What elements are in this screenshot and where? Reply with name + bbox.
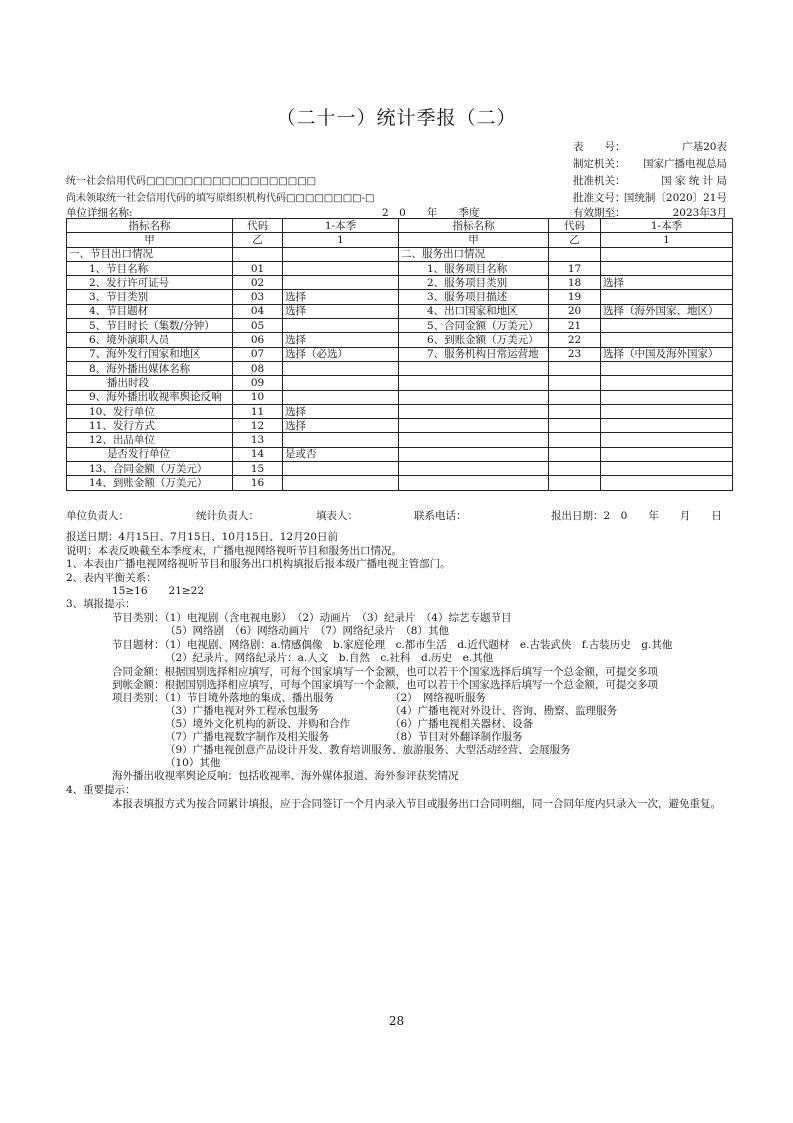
meta-label-agency: 制定机关： <box>573 158 626 170</box>
value-cell[interactable] <box>283 390 399 404</box>
indicator-cell <box>399 447 549 461</box>
meta-label-doc-no: 批准文号： <box>573 192 626 204</box>
table-row <box>67 419 733 433</box>
meta-value-agency: 国家广播电视总局 <box>643 158 727 170</box>
indicator-cell: 9、海外播出收视率舆论反响 <box>67 390 233 404</box>
credit-code-field[interactable]: 统一社会信用代码□□□□□□□□□□□□□□□□□□ <box>66 176 317 187</box>
note-project-type-8: （8）节目对外翻译制作服务 <box>390 731 523 743</box>
indicator-cell: 12、出品单位 <box>67 433 233 447</box>
code-cell: 07 <box>233 347 283 361</box>
indicator-cell: 1、节目名称 <box>67 261 233 275</box>
value-cell[interactable]: 选择（必选） <box>283 347 399 361</box>
table-row <box>67 333 733 347</box>
value-cell[interactable] <box>601 333 733 347</box>
code-cell <box>549 361 601 375</box>
value-cell[interactable] <box>601 433 733 447</box>
code-cell: 23 <box>549 347 601 361</box>
indicator-cell: 7、服务机构日常运营地 <box>399 347 549 361</box>
table-row <box>67 290 733 304</box>
code-cell: 11 <box>233 404 283 418</box>
indicator-cell: 4、节目题材 <box>67 304 233 318</box>
code-cell: 10 <box>233 390 283 404</box>
value-cell[interactable] <box>601 247 733 261</box>
code-cell: 04 <box>233 304 283 318</box>
value-cell[interactable] <box>601 447 733 461</box>
note-1: 1、本表由广播电视网络视听节目和服务出口机构填报后报本级广播电视主管部门。 <box>66 558 451 570</box>
unit-head-label: 单位负责人： <box>66 510 129 522</box>
code-cell: 02 <box>233 276 283 290</box>
value-cell[interactable]: 选择（中国及海外国家） <box>601 347 733 361</box>
table-subheader-cell: 甲 <box>67 233 233 247</box>
table-subheader-cell: 1 <box>283 233 399 247</box>
code-cell: 14 <box>233 447 283 461</box>
value-cell[interactable] <box>601 476 733 490</box>
meta-value-form-no: 广基20表 <box>682 141 727 153</box>
period-label: 2 0 年 季度 <box>382 207 480 219</box>
indicator-cell: 是否发行单位 <box>67 447 233 461</box>
value-cell[interactable] <box>283 247 399 261</box>
code-cell <box>233 247 283 261</box>
table-row <box>67 319 733 333</box>
code-cell <box>549 447 601 461</box>
code-cell: 21 <box>549 319 601 333</box>
note-important: 本报表填报方式为按合同累计填报，应于合同签订一个月内录入节目或服务出口合同明细，同一合同年度内只录入一次，避免重复。 <box>112 798 721 810</box>
indicator-cell: 5、节目时长（集数/分钟） <box>67 319 233 333</box>
indicator-cell: 一、节目出口情况 <box>67 247 233 261</box>
table-subheader-cell: 乙 <box>233 233 283 247</box>
indicator-cell: 14、到账金额（万美元） <box>67 476 233 490</box>
table-header-cell: 1-本季 <box>601 219 733 233</box>
report-table <box>66 218 733 491</box>
indicator-cell: 7、海外发行国家和地区 <box>67 347 233 361</box>
note-2-balance: 15≥16 21≥22 <box>112 585 205 597</box>
table-row <box>67 304 733 318</box>
code-cell: 01 <box>233 261 283 275</box>
stat-head-label: 统计负责人： <box>196 510 259 522</box>
table-header-cell: 代码 <box>233 219 283 233</box>
indicator-cell <box>399 390 549 404</box>
indicator-cell: 3、节目类别 <box>67 290 233 304</box>
note-contract-amount: 合同金额：根据国别选择相应填写，可每个国家填写一个金额，也可以若干个国家选择后填写一个总金额，可提交多项 <box>112 666 658 678</box>
note-project-type-1: 项目类别：（1）节目境外落地的集成、播出服务 <box>112 692 334 704</box>
table-subheader-cell: 乙 <box>549 233 601 247</box>
code-cell: 20 <box>549 304 601 318</box>
table-row <box>67 404 733 418</box>
code-cell: 13 <box>233 433 283 447</box>
indicator-cell: 2、服务项目类别 <box>399 276 549 290</box>
value-cell[interactable]: 选择 <box>601 276 733 290</box>
code-cell: 19 <box>549 290 601 304</box>
value-cell[interactable] <box>601 462 733 476</box>
code-cell <box>549 376 601 390</box>
code-cell: 03 <box>233 290 283 304</box>
note-3: 3、填报提示： <box>66 598 136 610</box>
meta-label-approver: 批准机关： <box>573 175 626 187</box>
code-cell: 12 <box>233 419 283 433</box>
code-cell <box>549 390 601 404</box>
code-cell <box>549 419 601 433</box>
table-row <box>67 276 733 290</box>
indicator-cell: 11、发行方式 <box>67 419 233 433</box>
code-cell <box>549 476 601 490</box>
code-cell: 06 <box>233 333 283 347</box>
code-cell: 08 <box>233 361 283 375</box>
code-cell: 18 <box>549 276 601 290</box>
value-cell[interactable] <box>283 319 399 333</box>
table-subheader-cell: 1 <box>601 233 733 247</box>
indicator-cell: 4、出口国家和地区 <box>399 304 549 318</box>
table-subheader-row <box>67 233 733 247</box>
table-header-cell: 指标名称 <box>67 219 233 233</box>
note-program-type: 节目类别：（1）电视剧（含电视电影） （2）动画片 （3）纪录片 （4）综艺专题节目 <box>112 612 512 624</box>
indicator-cell <box>399 433 549 447</box>
table-row <box>67 390 733 404</box>
table-row <box>67 462 733 476</box>
indicator-cell: 2、发行许可证号 <box>67 276 233 290</box>
value-cell[interactable] <box>283 276 399 290</box>
table-header-cell: 1-本季 <box>283 219 399 233</box>
note-project-type-2: （2） 网络视听服务 <box>390 692 486 704</box>
indicator-cell: 10、发行单位 <box>67 404 233 418</box>
value-cell[interactable] <box>601 404 733 418</box>
value-cell[interactable] <box>283 361 399 375</box>
meta-value-approver: 国 家 统 计 局 <box>661 175 727 187</box>
code-cell: 05 <box>233 319 283 333</box>
indicator-cell: 3、服务项目描述 <box>399 290 549 304</box>
indicator-cell: 8、海外播出媒体名称 <box>67 361 233 375</box>
code-cell <box>549 462 601 476</box>
code-cell: 22 <box>549 333 601 347</box>
note-project-type-5: （5）境外文化机构的新设、并购和合作 <box>165 718 351 730</box>
value-cell[interactable]: 选择 <box>283 304 399 318</box>
note-project-type-9: （9）广播电视创意产品设计开发、教育培训服务、旅游服务、大型活动经营、会展服务 <box>165 744 571 756</box>
note-audience-response: 海外播出收视率舆论反响：包括收视率、海外媒体报道、海外参评获奖情况 <box>112 770 459 782</box>
note-program-theme: 节目题材：（1）电视剧、网络剧：a.情感偶像 b.家庭伦理 c.都市生活 d.近代题材 e.古装武侠 f.古装历史 g.其他 <box>112 639 673 651</box>
table-row <box>67 433 733 447</box>
value-cell[interactable]: 选择 <box>283 404 399 418</box>
indicator-cell <box>399 462 549 476</box>
value-cell[interactable] <box>283 433 399 447</box>
table-row <box>67 361 733 375</box>
note-2: 2、表内平衡关系： <box>66 572 157 584</box>
table-row <box>67 476 733 490</box>
value-cell[interactable] <box>601 361 733 375</box>
page-number: 28 <box>388 1014 405 1028</box>
indicator-cell: 二、服务出口情况 <box>399 247 549 261</box>
value-cell[interactable]: 选择（海外国家、地区） <box>601 304 733 318</box>
indicator-cell: 13、合同金额（万美元） <box>67 462 233 476</box>
value-cell[interactable] <box>601 419 733 433</box>
value-cell[interactable]: 选择 <box>283 290 399 304</box>
table-header-cell: 代码 <box>549 219 601 233</box>
note-4: 4、重要提示： <box>66 784 136 796</box>
indicator-cell <box>399 404 549 418</box>
code-cell <box>549 433 601 447</box>
note-submit-dates: 报送日期：4月15日、7月15日、10月15日、12月20日前 <box>66 531 339 543</box>
value-cell[interactable] <box>601 390 733 404</box>
note-project-type-7: （7）广播电视数字制作及相关服务 <box>165 731 330 743</box>
unit-name-label: 单位详细名称: <box>66 207 133 219</box>
note-project-type-10: （10）其他 <box>165 757 221 769</box>
value-cell[interactable] <box>601 261 733 275</box>
note-project-type-6: （6）广播电视相关器材、设备 <box>390 718 534 730</box>
code-cell: 09 <box>233 376 283 390</box>
table-header-row <box>67 219 733 233</box>
indicator-cell <box>399 476 549 490</box>
table-row <box>67 247 733 261</box>
indicator-cell: 5、合同金额（万美元） <box>399 319 549 333</box>
table-header-cell: 指标名称 <box>399 219 549 233</box>
value-cell[interactable]: 选择 <box>283 419 399 433</box>
page-title: （二十一）统计季报（二） <box>276 107 517 129</box>
code-cell <box>549 404 601 418</box>
meta-value-valid-until: 2023年3月 <box>672 207 727 219</box>
value-cell[interactable]: 是或否 <box>283 447 399 461</box>
org-code-field[interactable]: 尚未领取统一社会信用代码的填写原组织机构代码□□□□□□□□-□ <box>66 193 375 204</box>
indicator-cell: 6、到账金额（万美元） <box>399 333 549 347</box>
note-program-theme-cont: （2）纪录片、网络纪录片：a.人文 b.自然 c.社科 d.历史 e.其他 <box>165 652 494 664</box>
table-row <box>67 447 733 461</box>
code-cell <box>549 247 601 261</box>
value-cell[interactable] <box>283 376 399 390</box>
value-cell[interactable] <box>283 476 399 490</box>
indicator-cell: 6、境外演职人员 <box>67 333 233 347</box>
meta-value-doc-no: 国统制〔2020〕21号 <box>623 192 727 204</box>
value-cell[interactable] <box>283 462 399 476</box>
report-date-label: 报出日期：2 0 年 月 日 <box>551 510 722 522</box>
indicator-cell <box>399 361 549 375</box>
value-cell[interactable] <box>601 290 733 304</box>
table-row <box>67 376 733 390</box>
table-subheader-cell: 甲 <box>399 233 549 247</box>
code-cell: 15 <box>233 462 283 476</box>
table-row <box>67 261 733 275</box>
note-program-type-cont: （5）网络剧 （6）网络动画片 （7）网络纪录片 （8）其他 <box>165 625 449 637</box>
code-cell: 16 <box>233 476 283 490</box>
note-description: 说明：本表反映截至本季度末，广播电视网络视听节目和服务出口情况。 <box>66 545 402 557</box>
table-row <box>67 347 733 361</box>
code-cell: 17 <box>549 261 601 275</box>
indicator-cell: 播出时段 <box>67 376 233 390</box>
note-project-type-3: （3）广播电视对外工程承包服务 <box>165 705 319 717</box>
value-cell[interactable]: 选择 <box>283 333 399 347</box>
note-project-type-4: （4）广播电视对外设计、咨询、勘察、监理服务 <box>390 705 618 717</box>
indicator-cell <box>399 419 549 433</box>
value-cell[interactable] <box>601 319 733 333</box>
filler-label: 填表人： <box>316 510 358 522</box>
meta-label-valid-until: 有效期至： <box>573 207 626 219</box>
meta-label-form-no: 表 号： <box>573 141 626 153</box>
indicator-cell <box>399 376 549 390</box>
note-received-amount: 到帐金额：根据国别选择相应填写，可每个国家填写一个金额，也可以若干个国家选择后填写一个总金额，可提交多项 <box>112 679 658 691</box>
indicator-cell: 1、服务项目名称 <box>399 261 549 275</box>
value-cell[interactable] <box>283 261 399 275</box>
phone-label: 联系电话： <box>414 510 467 522</box>
value-cell[interactable] <box>601 376 733 390</box>
